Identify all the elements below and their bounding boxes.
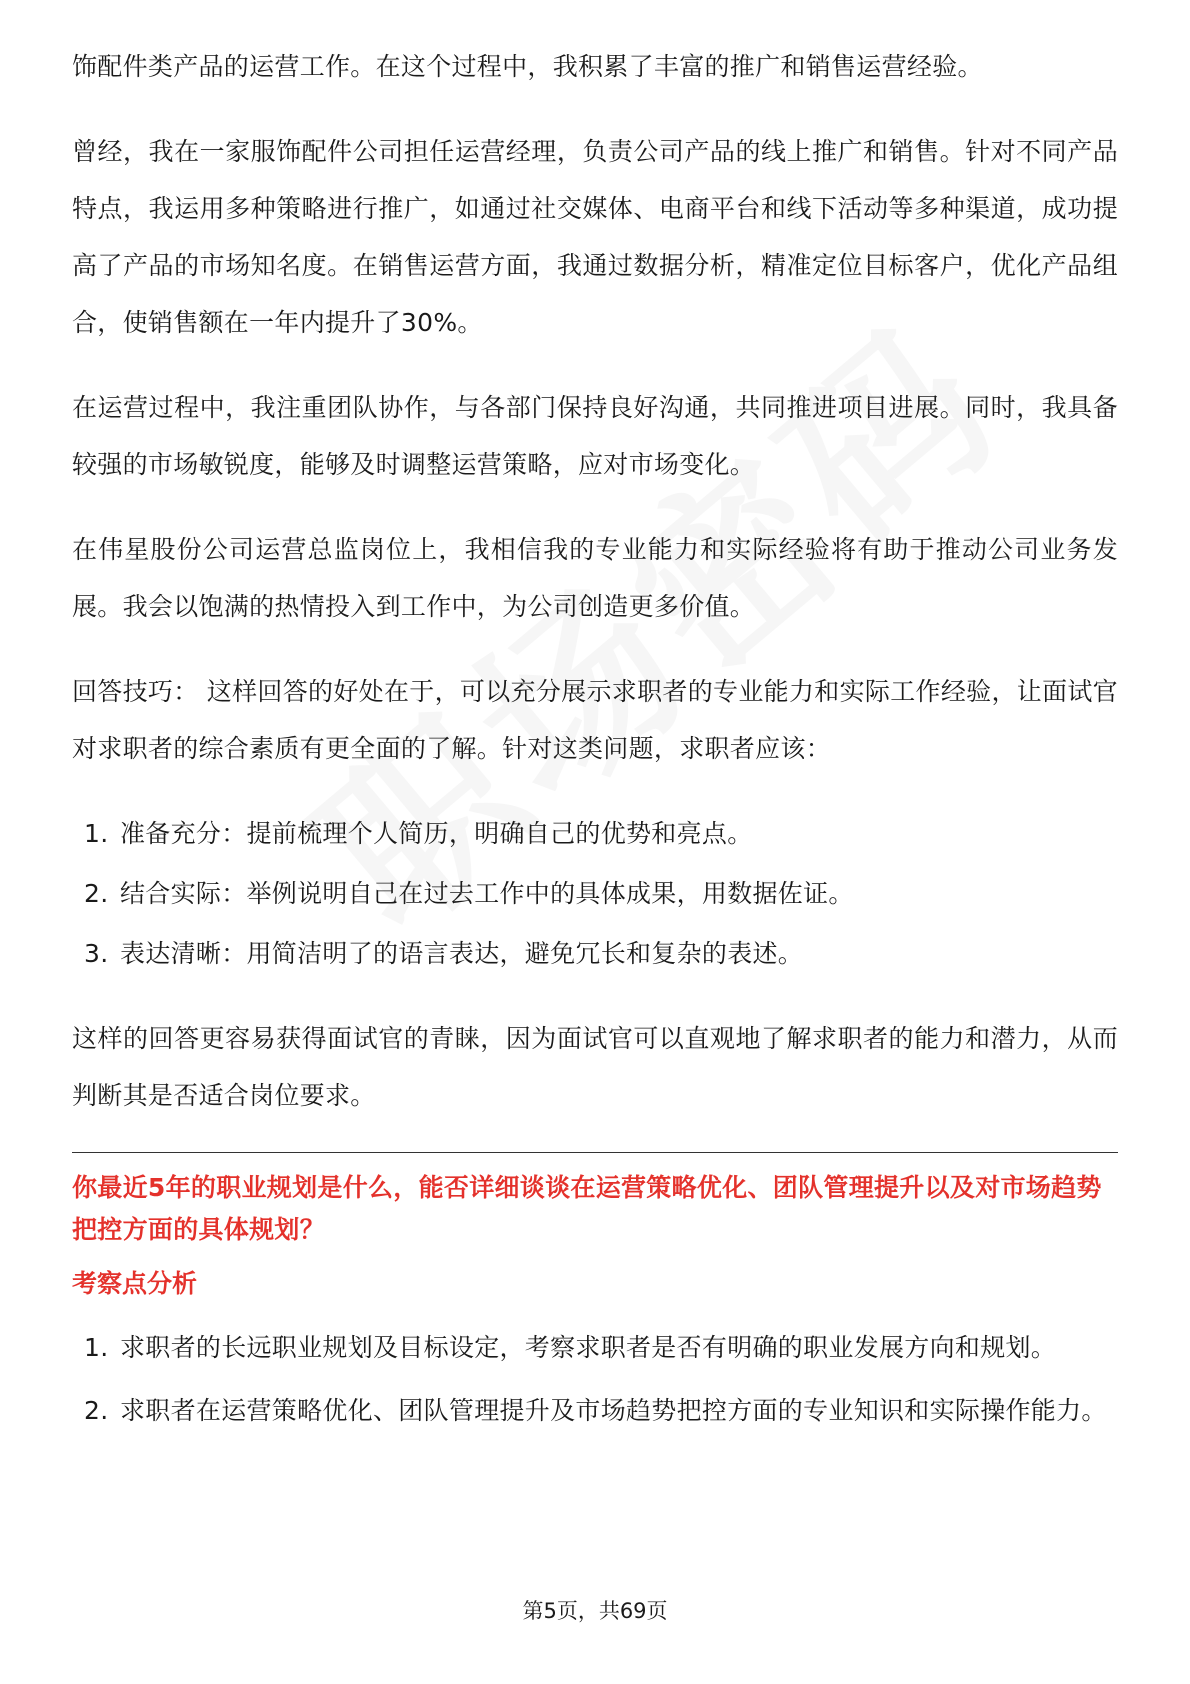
- list-text: 表达清晰：用简洁明了的语言表达，避免冗长和复杂的表述。: [120, 939, 804, 968]
- interview-question: 你最近5年的职业规划是什么，能否详细谈谈在运营策略优化、团队管理提升以及对市场趋势把控方面的具体规划？: [72, 1173, 1102, 1244]
- answer-tips-paragraph: 回答技巧： 这样回答的好处在于，可以充分展示求职者的专业能力和实际工作经验，让面试官对求职者的综合素质有更全面的了解。针对这类问题，求职者应该：: [72, 677, 1118, 763]
- list-text: 结合实际：举例说明自己在过去工作中的具体成果，用数据佐证。: [120, 879, 854, 908]
- list-item: [72, 1382, 1118, 1439]
- list-number: 3.: [84, 939, 109, 968]
- page-footer: 第5页，共69页: [522, 1599, 668, 1623]
- list-item: [72, 925, 1118, 982]
- list-text: 准备充分：提前梳理个人简历，明确自己的优势和亮点。: [120, 819, 753, 848]
- list-number: 2.: [84, 1396, 109, 1425]
- analysis-list: [72, 1319, 1118, 1439]
- list-item: [72, 1319, 1118, 1376]
- list-text: 求职者在运营策略优化、团队管理提升及市场趋势把控方面的专业知识和实际操作能力。: [120, 1396, 1107, 1425]
- section-divider: [72, 1152, 1118, 1153]
- paragraph: 曾经，我在一家服饰配件公司担任运营经理，负责公司产品的线上推广和销售。针对不同产品特点，我运用多种策略进行推广，如通过社交媒体、电商平台和线下活动等多种渠道，成功提高了产品的市场知名度。在销售运营方面，我通过数据分析，精准定位目标客户，优化产品组合，使销售额在一年内提升了30%。: [72, 137, 1118, 337]
- paragraph: 在伟星股份公司运营总监岗位上，我相信我的专业能力和实际经验将有助于推动公司业务发展。我会以饱满的热情投入到工作中，为公司创造更多价值。: [72, 535, 1118, 621]
- paragraph: 饰配件类产品的运营工作。在这个过程中，我积累了丰富的推广和销售运营经验。: [72, 52, 983, 81]
- list-number: 1.: [84, 1333, 109, 1362]
- paragraph: 这样的回答更容易获得面试官的青睐，因为面试官可以直观地了解求职者的能力和潜力，从而判断其是否适合岗位要求。: [72, 1024, 1118, 1110]
- list-number: 1.: [84, 819, 109, 848]
- list-text: 求职者的长远职业规划及目标设定，考察求职者是否有明确的职业发展方向和规划。: [120, 1333, 1057, 1362]
- list-item: [72, 805, 1118, 862]
- list-number: 2.: [84, 879, 109, 908]
- paragraph: 在运营过程中，我注重团队协作，与各部门保持良好沟通，共同推进项目进展。同时，我具备较强的市场敏锐度，能够及时调整运营策略，应对市场变化。: [72, 393, 1118, 479]
- list-item: [72, 865, 1118, 922]
- analysis-heading: 考察点分析: [72, 1269, 198, 1298]
- document-page: [72, 38, 1118, 1445]
- tips-list: [72, 805, 1118, 982]
